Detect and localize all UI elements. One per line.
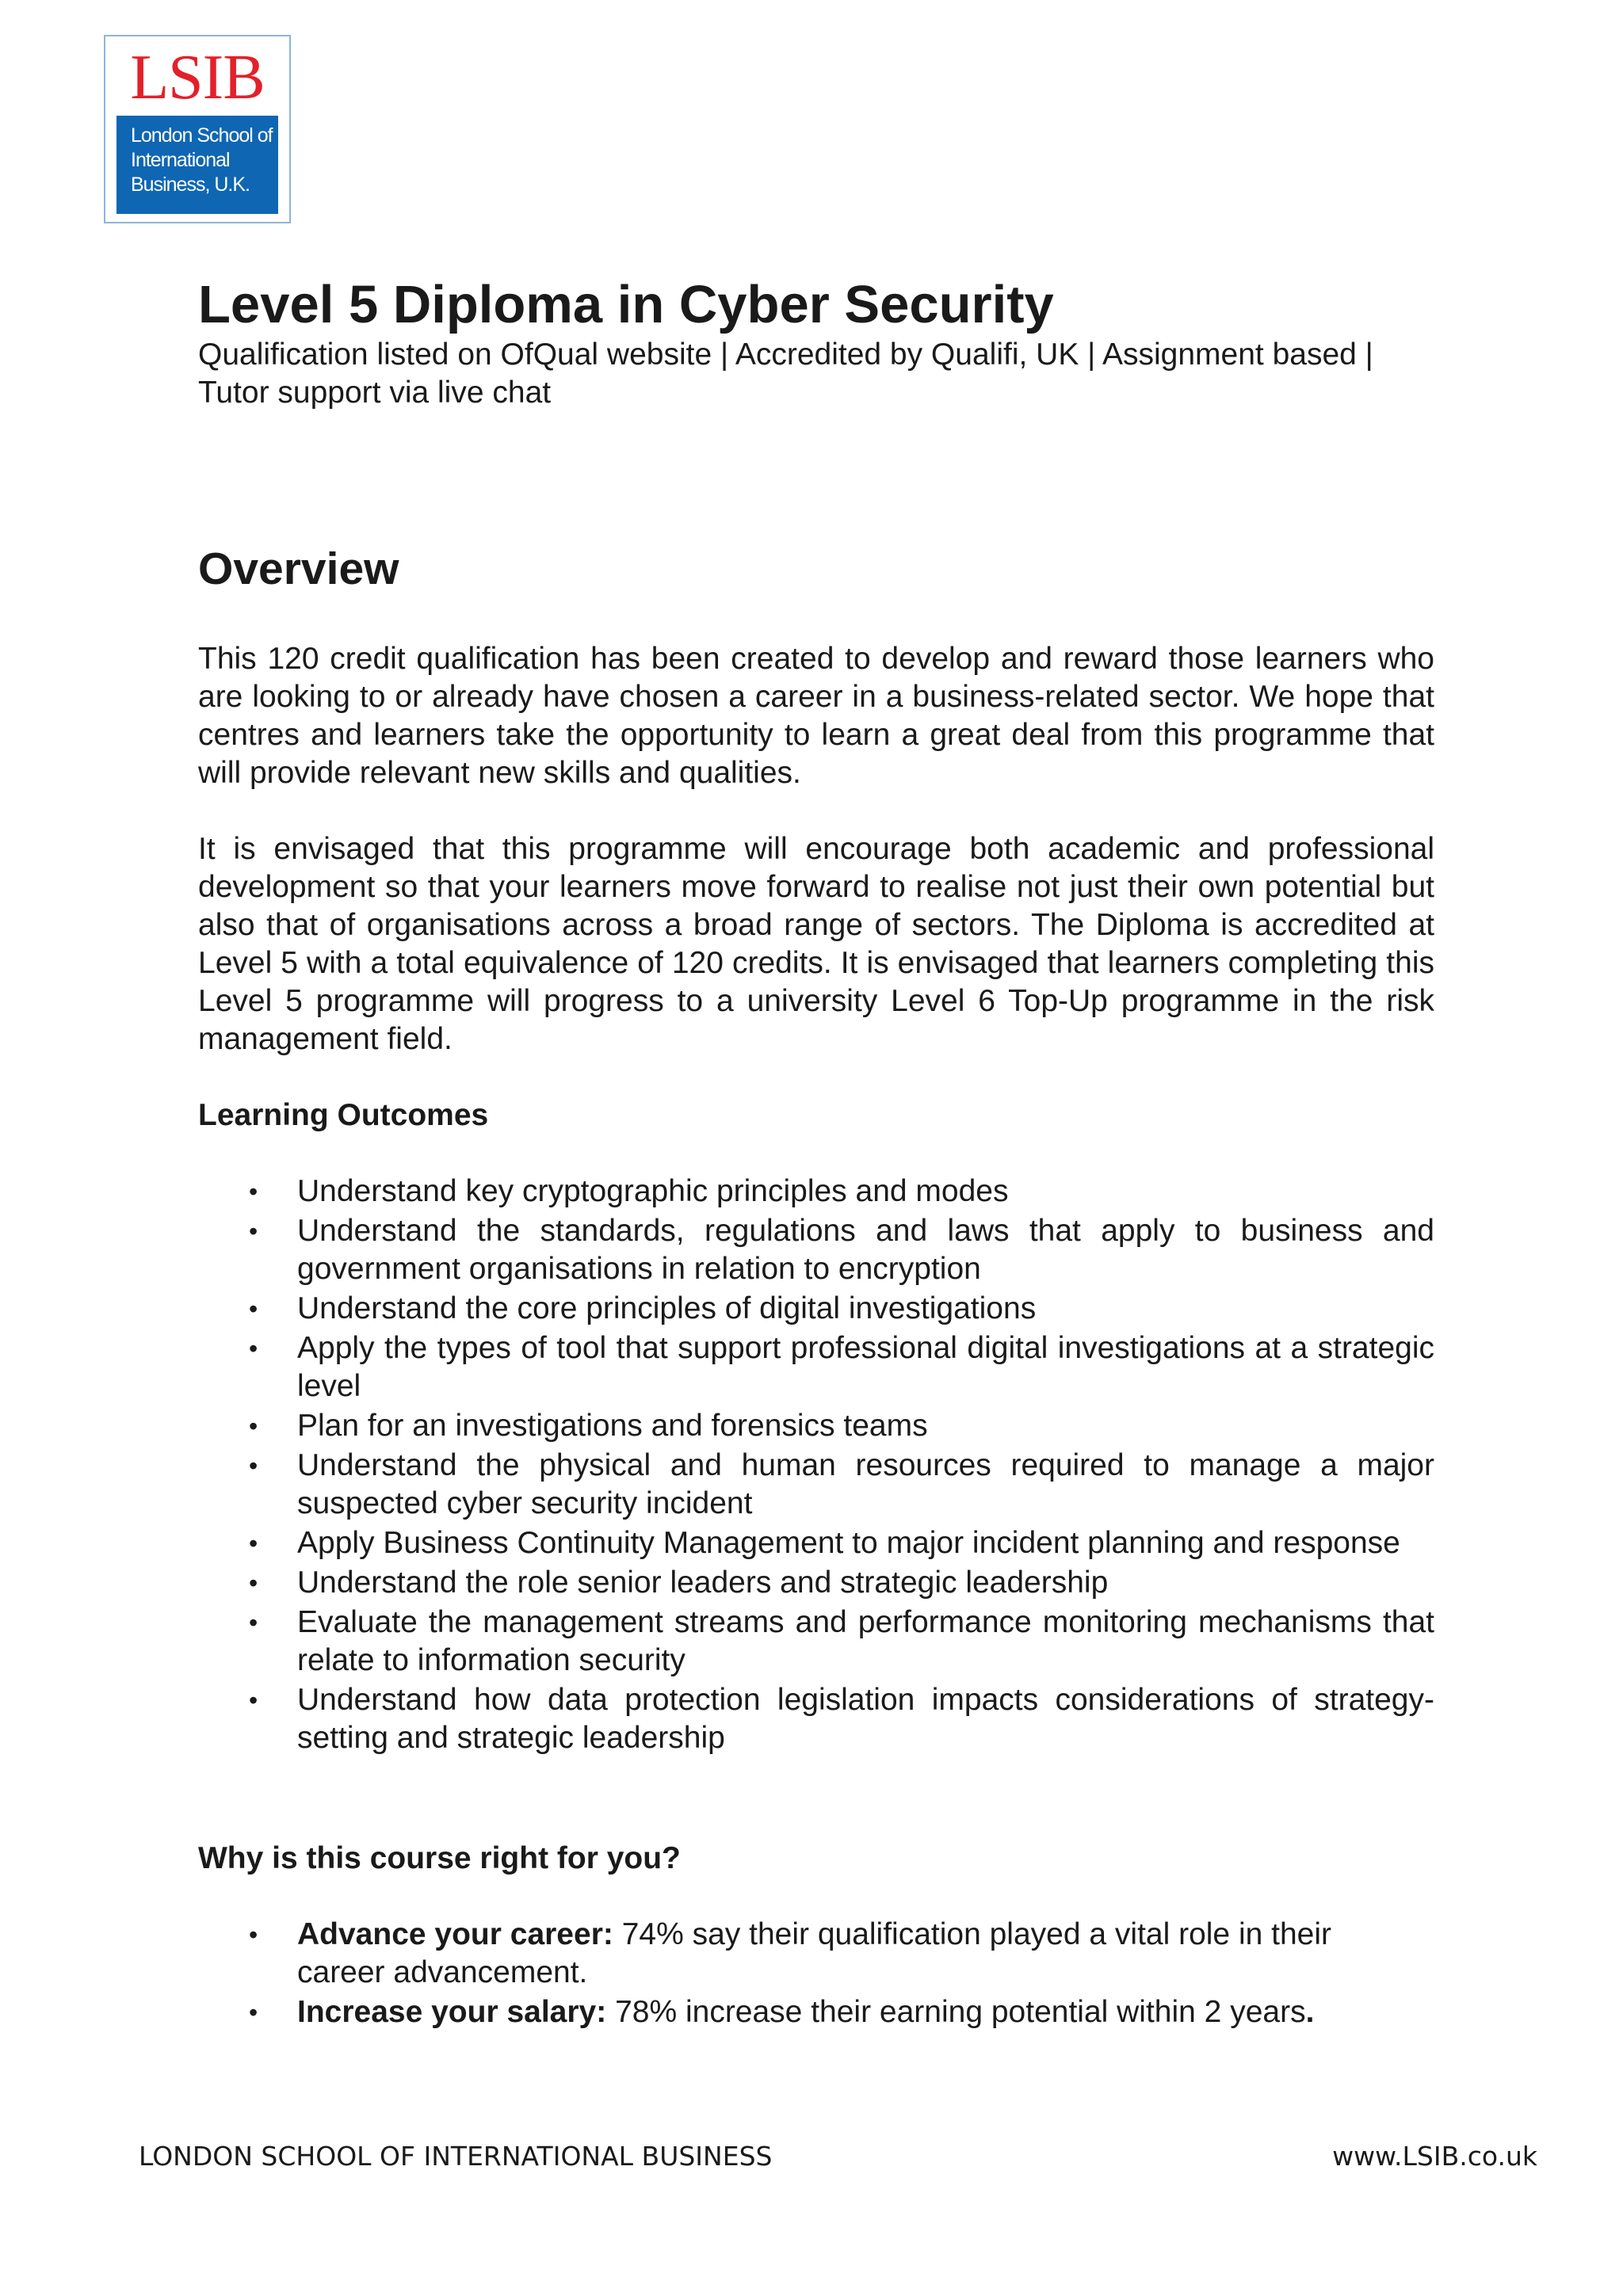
footer-school-name: LONDON SCHOOL OF INTERNATIONAL BUSINESS: [139, 2141, 773, 2172]
benefit-label: Increase your salary:: [297, 1995, 607, 2029]
bullet-icon: •: [249, 1334, 258, 1363]
list-item-text: Understand how data protection legislation impacts considerations of strategy-setting and strategic leadership: [297, 1683, 1434, 1755]
logo-text-box: [116, 116, 278, 214]
list-item: [198, 1916, 1411, 1992]
page-subtitle: Qualification listed on OfQual website | Accredited by Qualifi, UK | Assignment based | Tutor support via live chat: [198, 338, 1373, 410]
overview-paragraph-1: This 120 credit qualification has been created to develop and reward those learners who are looking to or already have chosen a career in a business-related sector. We hope that centres and learners take the opportunity to learn a great deal from this programme that will provide relevant new skills and qualities.: [198, 642, 1434, 790]
benefit-end-mark: .: [1305, 1995, 1315, 2029]
list-item-text: Apply Business Continuity Management to major incident planning and response: [297, 1526, 1400, 1560]
list-item: [198, 1173, 1434, 1211]
overview-heading: Overview: [198, 543, 399, 594]
learning-outcomes-heading: Learning Outcomes: [198, 1098, 489, 1132]
bullet-icon: •: [249, 1217, 258, 1245]
list-item-text: Plan for an investigations and forensics teams: [297, 1409, 928, 1443]
list-item: [198, 1524, 1434, 1562]
list-item-text: Understand key cryptographic principles and modes: [297, 1174, 1009, 1208]
page-title: Level 5 Diploma in Cyber Security: [198, 275, 1054, 334]
bullet-icon: •: [249, 1177, 258, 1206]
list-item-text: Evaluate the management streams and performance monitoring mechanisms that relate to information security: [297, 1605, 1434, 1677]
footer-website: www.LSIB.co.uk: [1332, 2141, 1537, 2172]
list-item: [198, 1290, 1434, 1328]
benefit-label: Advance your career:: [297, 1917, 613, 1951]
list-item: [198, 1681, 1434, 1757]
logo-line: Business, U.K.: [131, 174, 250, 196]
bullet-icon: •: [249, 1998, 258, 2027]
logo-line: London School of: [131, 124, 273, 147]
why-course-heading: Why is this course right for you?: [198, 1841, 681, 1875]
list-item-text: Understand the role senior leaders and strategic leadership: [297, 1566, 1109, 1600]
bullet-icon: •: [249, 1608, 258, 1637]
benefit-text: 74% say their qualification played a vital role in their career advancement.: [297, 1917, 1332, 1989]
bullet-icon: •: [249, 1920, 258, 1949]
list-item-text: Understand the physical and human resources required to manage a major suspected cyber security incident: [297, 1448, 1434, 1520]
bullet-icon: •: [249, 1529, 258, 1558]
bullet-icon: •: [249, 1451, 258, 1480]
list-item: [198, 1329, 1434, 1405]
list-item: [198, 1993, 1411, 2031]
list-item-text: Understand the core principles of digital investigations: [297, 1291, 1037, 1325]
overview-paragraph-2: It is envisaged that this programme will encourage both academic and professional development so that your learners move forward to realise not just their own potential but also that of organisations across a broad range of sectors. The Diploma is accredited at Level 5 with a total equivalence of 120 credits. It is envisaged that learners completing this Level 5 programme will progress to a university Level 6 Top-Up programme in the risk management field.: [198, 832, 1434, 1056]
list-item: [198, 1564, 1434, 1602]
benefit-text: 78% increase their earning potential within 2 years: [606, 1995, 1306, 2029]
bullet-icon: •: [249, 1295, 258, 1323]
logo-line: International: [131, 149, 230, 171]
list-item-text: Understand the standards, regulations and laws that apply to business and government organisations in relation to encryption: [297, 1214, 1434, 1286]
list-item: [198, 1447, 1434, 1523]
why-course-list: [198, 1916, 1411, 2033]
list-item: [198, 1604, 1434, 1680]
list-item: [198, 1212, 1434, 1288]
learning-outcomes-list: [198, 1173, 1434, 1759]
bullet-icon: •: [249, 1412, 258, 1440]
list-item: [198, 1407, 1434, 1445]
list-item-text: Apply the types of tool that support professional digital investigations at a strategic level: [297, 1331, 1434, 1403]
lsib-logo: [104, 35, 291, 223]
logo-mark: LSIB: [130, 43, 265, 113]
bullet-icon: •: [249, 1686, 258, 1714]
bullet-icon: •: [249, 1569, 258, 1597]
